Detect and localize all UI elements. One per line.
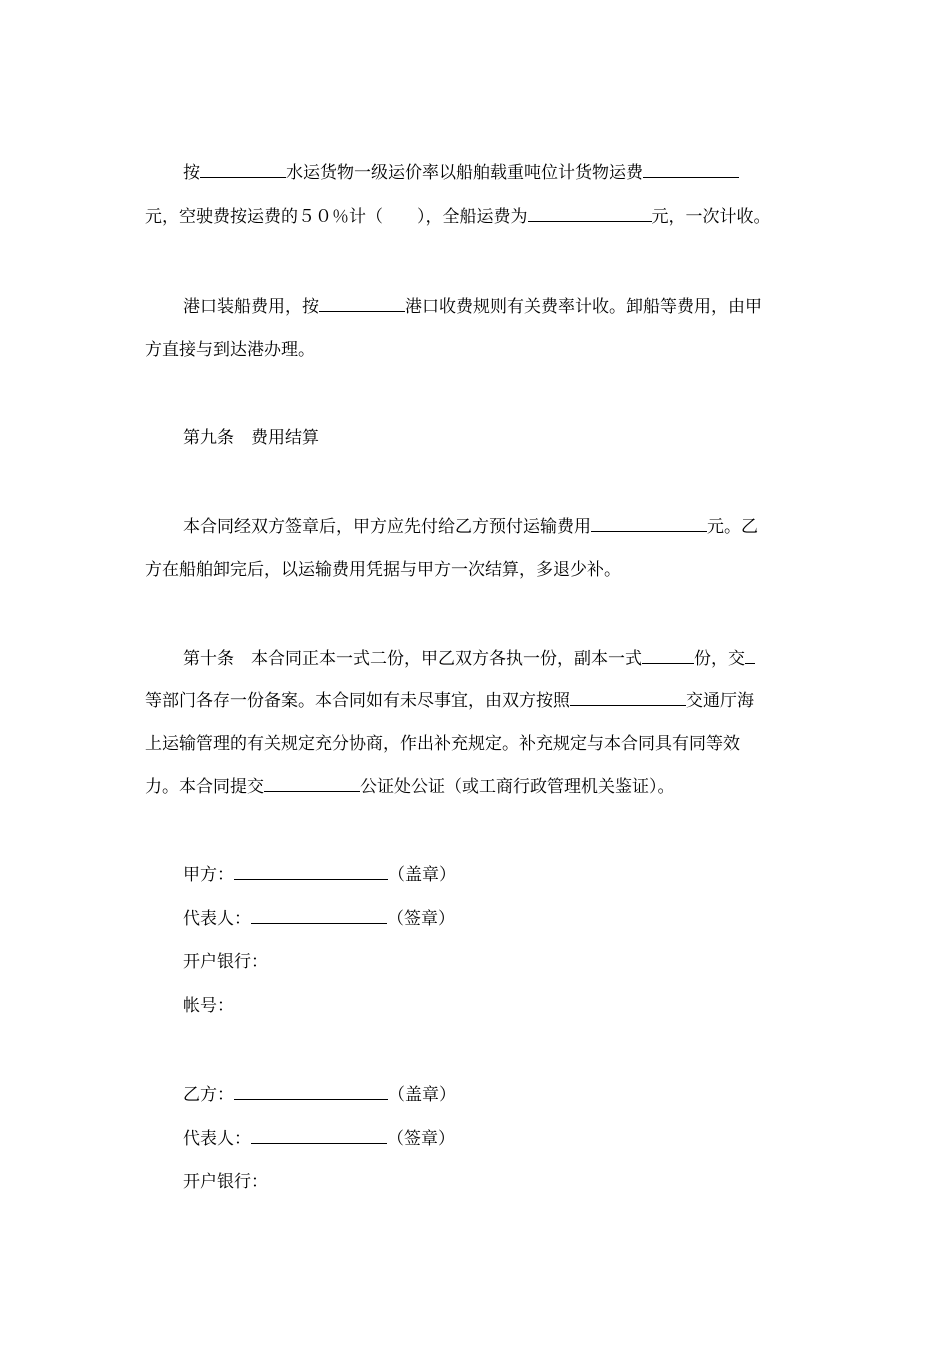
- article10-text-1a: 第十条 本合同正本一式二份，甲乙双方各执一份，副本一式: [183, 649, 642, 669]
- article10-text-1b: 份，交: [694, 649, 745, 669]
- party-a-rep-row: [183, 908, 455, 929]
- freight-blank-port: [200, 162, 286, 178]
- party-b-name-field[interactable]: [234, 1084, 388, 1100]
- article10-text-3: 上运输管理的有关规定充分协商，作出补充规定。补充规定与本合同具有同等效: [145, 734, 740, 754]
- article10-blank-copies: [642, 648, 694, 664]
- freight-line-2: [145, 206, 771, 227]
- party-b-bank-label: 开户银行：: [183, 1172, 268, 1192]
- article10-text-4a: 力。本合同提交: [145, 777, 264, 797]
- settlement-text-1a: 本合同经双方签章后，甲方应先付给乙方预付运输费用: [183, 517, 591, 537]
- party-a-name-row: [183, 864, 456, 885]
- settlement-text-1b: 元。乙: [707, 517, 758, 537]
- settlement-line-2: [145, 560, 621, 580]
- party-a-account-row: [183, 996, 234, 1016]
- port-line-1: [183, 296, 762, 317]
- party-a-name-field[interactable]: [234, 864, 388, 880]
- party-b-name-row: [183, 1084, 456, 1105]
- port-text-2: 方直接与到达港办理。: [145, 340, 315, 360]
- port-text-1b: 港口收费规则有关费率计收。卸船等费用，由甲: [405, 297, 762, 317]
- freight-blank-rate: [643, 162, 739, 178]
- article9-title: 第九条 费用结算: [183, 428, 319, 448]
- party-a-account-label: 帐号：: [183, 996, 234, 1016]
- freight-text-1b: 水运货物一级运价率以船舶载重吨位计货物运费: [286, 163, 643, 183]
- article10-blank-notary: [264, 776, 360, 792]
- settlement-line-1: [183, 516, 758, 537]
- article10-text-4b: 公证处公证（或工商行政管理机关鉴证）。: [360, 777, 675, 797]
- freight-blank-total: [528, 206, 652, 222]
- party-b-rep-field[interactable]: [251, 1128, 387, 1144]
- article10-blank-dept: [745, 648, 755, 664]
- party-b-rep-label: 代表人：: [183, 1129, 251, 1149]
- party-a-bank-label: 开户银行：: [183, 952, 268, 972]
- port-line-2: [145, 340, 315, 360]
- party-a-bank-row: [183, 952, 268, 972]
- article9-heading: [183, 428, 319, 448]
- party-b-bank-row: [183, 1172, 268, 1192]
- party-b-name-label: 乙方：: [183, 1085, 234, 1105]
- party-a-rep-seal: （签章）: [387, 909, 455, 929]
- article10-text-2b: 交通厅海: [686, 691, 754, 711]
- article10-blank-province: [570, 690, 686, 706]
- party-a-name-label: 甲方：: [183, 865, 234, 885]
- article10-line-1: [183, 648, 755, 669]
- party-b-rep-row: [183, 1128, 455, 1149]
- settlement-text-2: 方在船舶卸完后，以运输费用凭据与甲方一次结算，多退少补。: [145, 560, 621, 580]
- party-b-rep-seal: （签章）: [387, 1129, 455, 1149]
- party-a-name-seal: （盖章）: [388, 865, 456, 885]
- article10-line-2: [145, 690, 754, 711]
- article10-line-3: [145, 734, 740, 754]
- freight-text-2b: 元，一次计收。: [651, 207, 771, 227]
- party-a-rep-field[interactable]: [251, 908, 387, 924]
- party-b-name-seal: （盖章）: [388, 1085, 456, 1105]
- freight-line-1: [183, 162, 739, 183]
- freight-text-2a: 元，空驶费按运费的５０％计（ ），全船运费为: [145, 207, 528, 227]
- party-a-rep-label: 代表人：: [183, 909, 251, 929]
- freight-text-1a: 按: [183, 163, 200, 183]
- port-blank: [319, 296, 405, 312]
- settlement-blank-prepay: [591, 516, 707, 532]
- port-text-1a: 港口装船费用，按: [183, 297, 319, 317]
- article10-line-4: [145, 776, 675, 797]
- article10-text-2a: 等部门各存一份备案。本合同如有未尽事宜，由双方按照: [145, 691, 570, 711]
